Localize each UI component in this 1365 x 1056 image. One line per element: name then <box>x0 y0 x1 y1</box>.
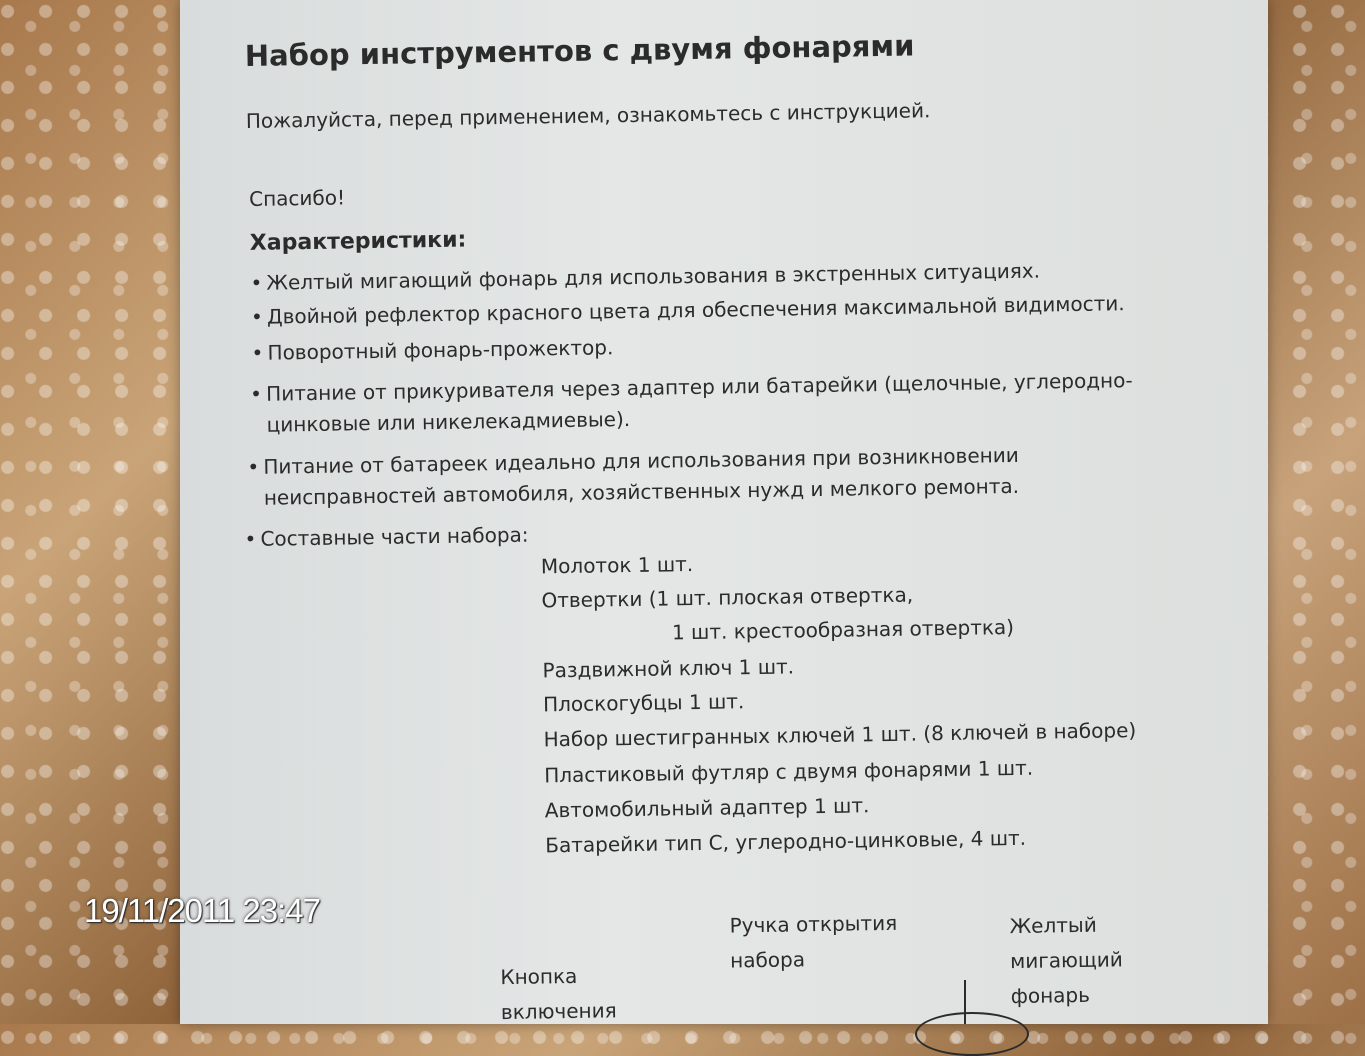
feature-item: • Питание от прикуривателя через адаптер или батарейки (щелочные, углеродно- <box>266 368 1133 406</box>
intro-text: Пожалуйста, перед применением, ознакомьтесь с инструкцией. <box>245 98 931 133</box>
parts-list-item: Автомобильный адаптер 1 шт. <box>544 793 870 823</box>
parts-list-item: Плоскогубцы 1 шт. <box>542 689 745 717</box>
document-content <box>180 0 1284 1024</box>
feature-item-continuation: неисправностей автомобиля, хозяйственных нужд и мелкого ремонта. <box>263 473 1020 510</box>
feature-item: • Желтый мигающий фонарь для использования в экстренных ситуациях. <box>266 259 1040 295</box>
parts-list-item: Пластиковый футляр с двумя фонарями 1 шт. <box>544 755 1034 788</box>
section-heading: Характеристики: <box>249 227 467 256</box>
thanks-text: Спасибо! <box>248 185 346 211</box>
parts-list-item-continuation: 1 шт. крестообразная отвертка) <box>671 614 1015 645</box>
parts-list-item: Набор шестигранных ключей 1 шт. (8 ключей в наборе) <box>543 718 1137 752</box>
diagram-label-open-handle: Ручка открытия набора <box>729 910 898 973</box>
instruction-sheet <box>180 0 1268 1024</box>
parts-list-item: Батарейки тип С, углеродно-цинковые, 4 шт. <box>545 825 1027 858</box>
feature-item: • Двойной рефлектор красного цвета для обеспечения максимальной видимости. <box>267 291 1125 328</box>
feature-item-continuation: цинковые или никелекадмиевые). <box>266 406 631 437</box>
diagram-label-yellow-lamp: Желтый мигающий фонарь <box>1009 912 1123 1009</box>
feature-item: • Питание от батареек идеально для использования при возникновении <box>263 443 1019 479</box>
feature-item: • Поворотный фонарь-прожектор. <box>267 335 613 364</box>
parts-list-item: Отвертки (1 шт. плоская отвертка, <box>541 582 914 613</box>
diagram-label-power-button: Кнопка включения <box>500 963 617 1025</box>
diagram-outline <box>915 1012 1029 1056</box>
document-title: Набор инструментов с двумя фонарями <box>244 28 915 73</box>
feature-item: • Составные части набора: <box>260 523 528 551</box>
photo-timestamp: 19/11/2011 23:47 <box>84 892 321 929</box>
parts-list-item: Раздвижной ключ 1 шт. <box>542 654 795 683</box>
parts-list-item: Молоток 1 шт. <box>540 552 694 579</box>
